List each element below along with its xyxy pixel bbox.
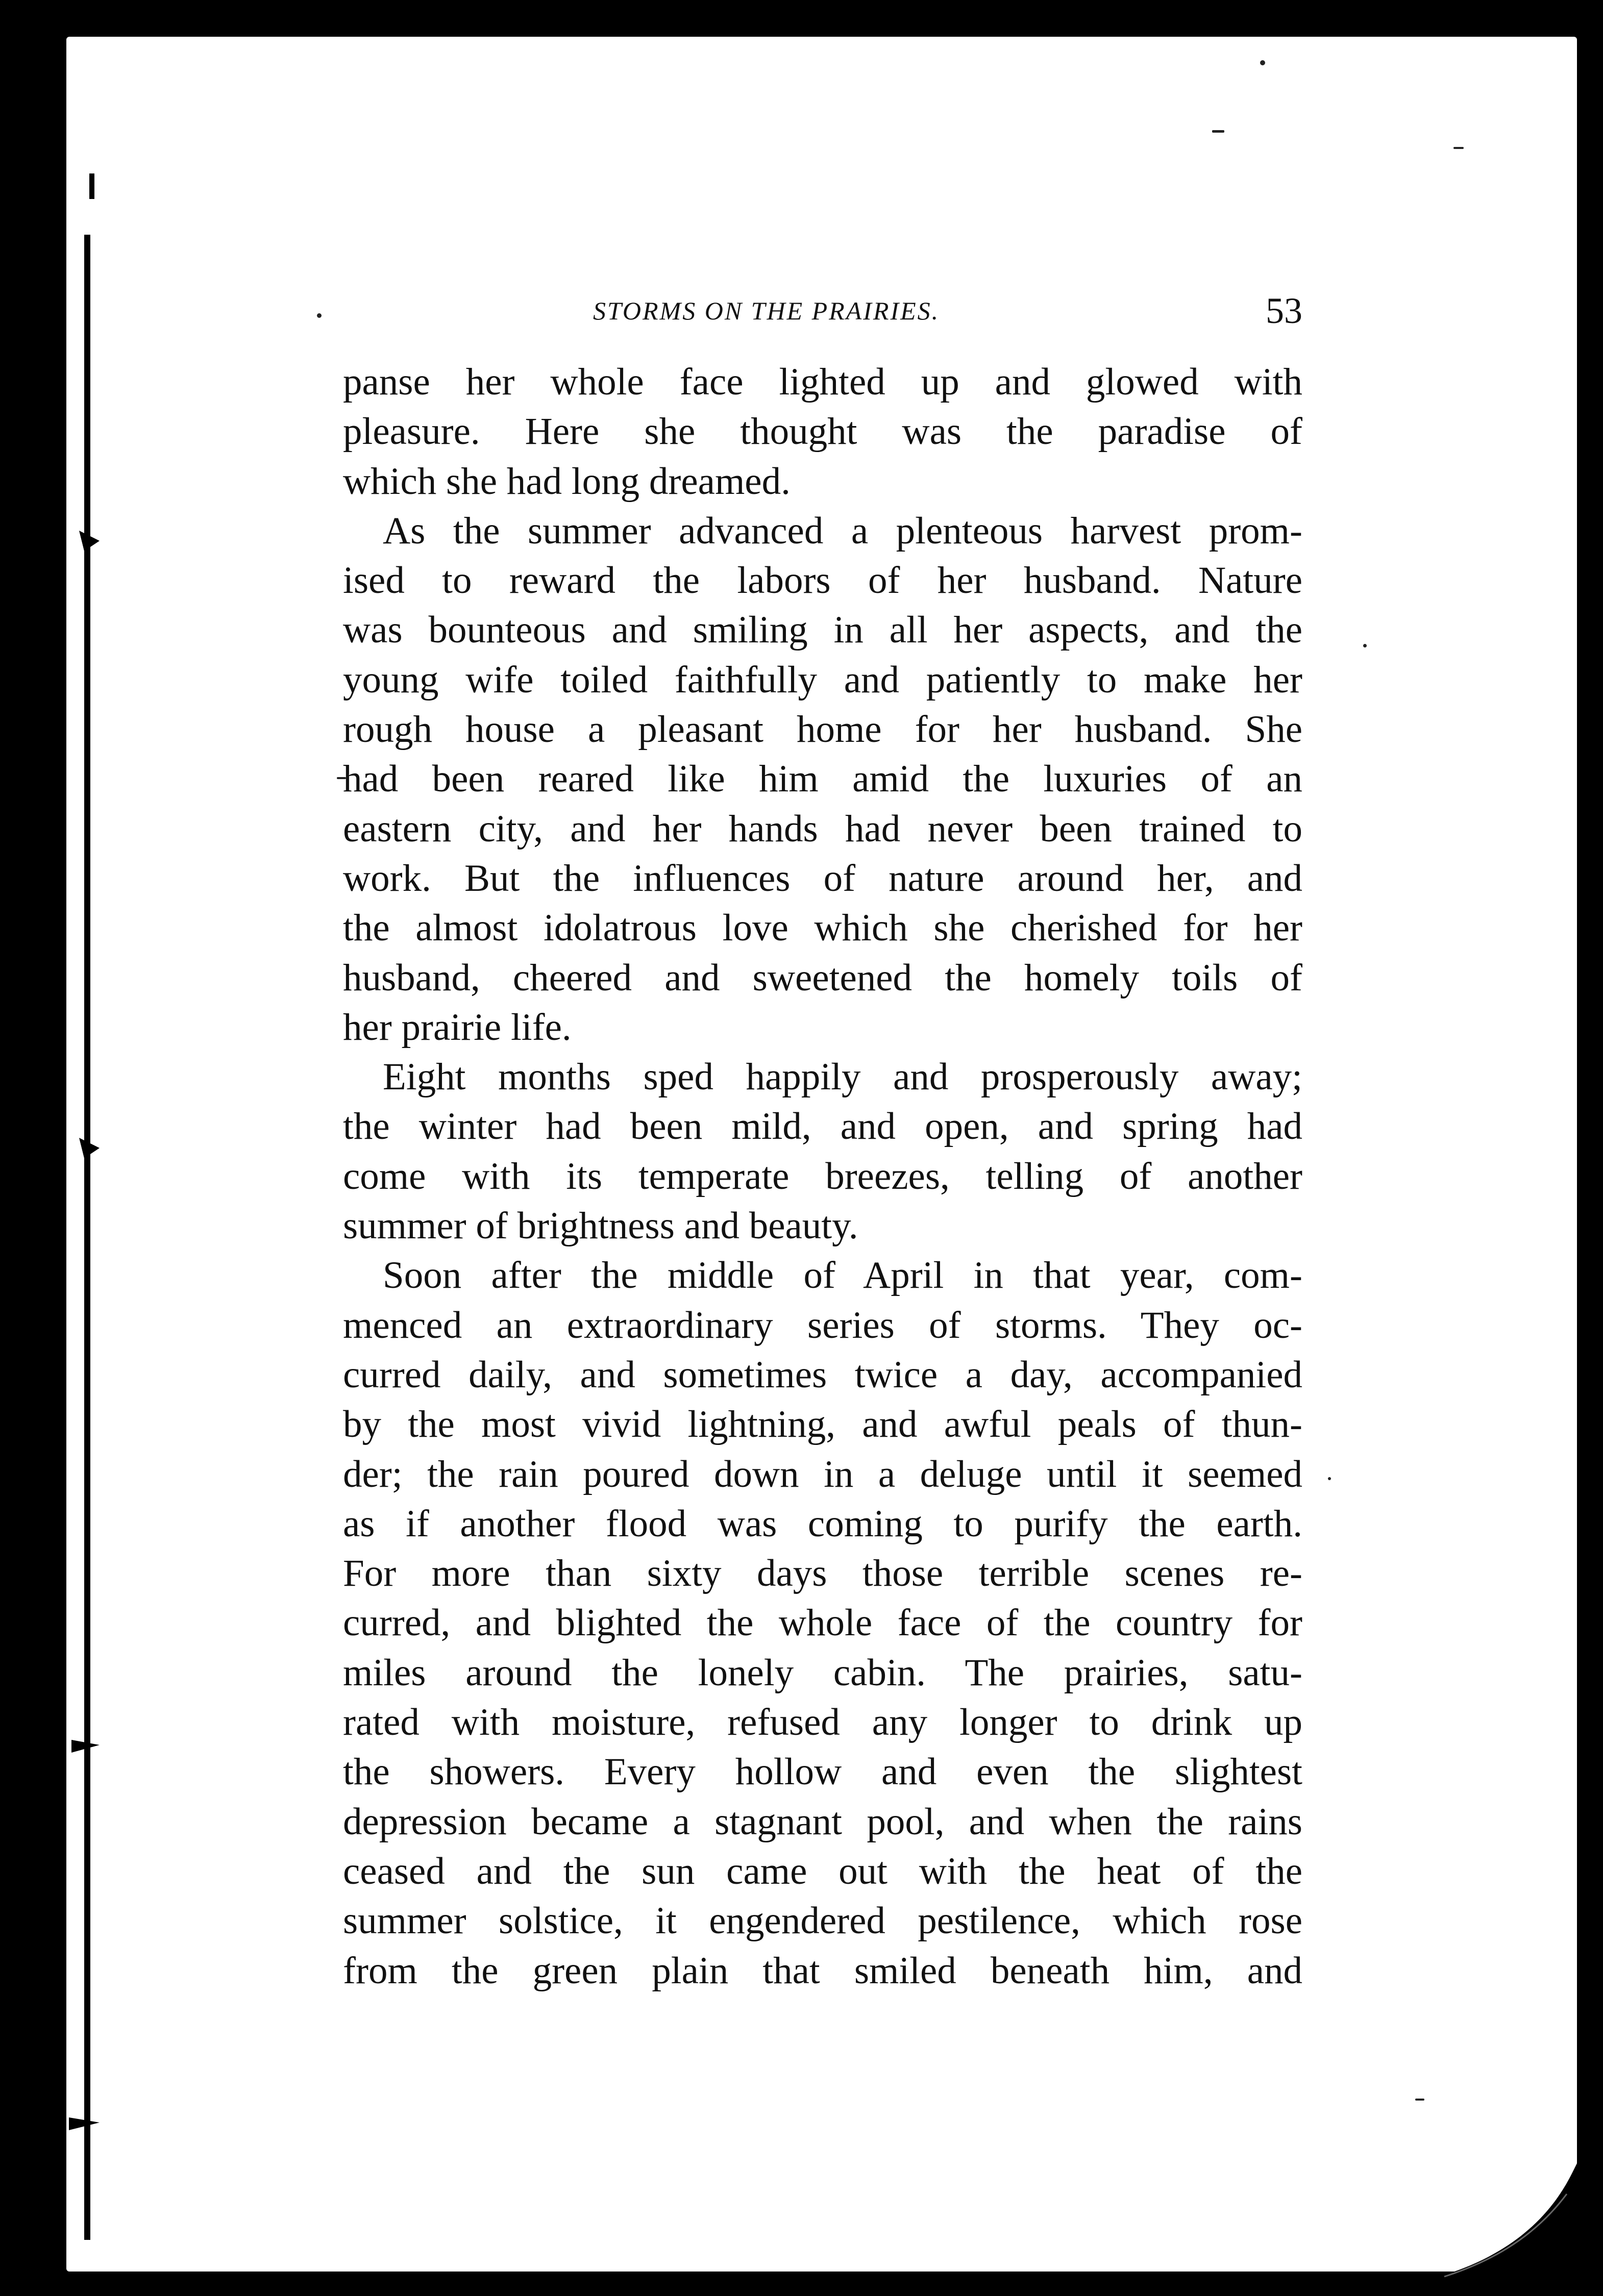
text-line: husband, cheered and sweetened the homely toils of — [343, 956, 1302, 999]
text-line: eastern city, and her hands had never been trained to — [343, 807, 1302, 850]
text-line: had been reared like him amid the luxuries of an — [343, 758, 1302, 801]
text-line: the showers. Every hollow and even the slightest — [343, 1751, 1302, 1793]
text-line: curred, and blighted the whole face of the country for — [343, 1602, 1302, 1644]
text-line: the almost idolatrous love which she cherished for her — [343, 907, 1302, 950]
text-line: her prairie life. — [343, 1006, 572, 1049]
text-line: depression became a stagnant pool, and when the rains — [343, 1800, 1302, 1843]
text-line: rough house a pleasant home for her husband. She — [343, 708, 1302, 751]
text-line: summer of brightness and beauty. — [343, 1205, 858, 1247]
ink-speck — [1328, 1477, 1331, 1480]
text-line: panse her whole face lighted up and glowed with — [343, 361, 1302, 403]
text-line: by the most vivid lightning, and awful peals of thun- — [343, 1403, 1302, 1446]
page-number: 53 — [1266, 290, 1302, 331]
text-line: from the green plain that smiled beneath him, and — [343, 1949, 1302, 1992]
text-line: Eight months sped happily and prosperously away; — [383, 1056, 1302, 1099]
text-line: Soon after the middle of April in that year, com- — [383, 1254, 1302, 1297]
text-line: rated with moisture, refused any longer to drink up — [343, 1701, 1302, 1744]
text-line: As the summer advanced a plenteous harvest prom- — [383, 509, 1302, 552]
text-line: as if another flood was coming to purify the earth. — [343, 1502, 1302, 1545]
ink-speck — [1415, 2099, 1424, 2101]
text-line: For more than sixty days those terrible scenes re- — [343, 1552, 1302, 1595]
text-line: summer solstice, it engendered pestilence, which rose — [343, 1900, 1302, 1942]
text-line: young wife toiled faithfully and patiently to make her — [343, 658, 1302, 701]
paragraph-4 — [343, 1251, 1302, 1995]
text-line: pleasure. Here she thought was the paradise of — [343, 410, 1302, 453]
text-line: curred daily, and sometimes twice a day, accompanied — [343, 1353, 1302, 1396]
text-line: come with its temperate breezes, telling of another — [343, 1155, 1302, 1197]
text-line: which she had long dreamed. — [343, 460, 791, 503]
text-line: was bounteous and smiling in all her aspects, and the — [343, 609, 1302, 652]
text-line: menced an extraordinary series of storms. They oc- — [343, 1304, 1302, 1346]
ink-speck — [1453, 147, 1464, 149]
text-line: the winter had been mild, and open, and spring had — [343, 1105, 1302, 1148]
paragraph-1 — [343, 357, 1302, 506]
text-line: ised to reward the labors of her husband. Nature — [343, 559, 1302, 602]
text-line: ceased and the sun came out with the heat of the — [343, 1850, 1302, 1892]
binding-edge — [69, 46, 100, 2240]
ink-speck — [1363, 644, 1367, 647]
ink-speck — [317, 313, 322, 318]
page-corner-curl — [1424, 2163, 1577, 2286]
text-line: work. But the influences of nature around her, and — [343, 857, 1302, 900]
text-line: miles around the lonely cabin. The prairies, satu- — [343, 1651, 1302, 1694]
body-text — [343, 357, 1302, 1995]
text-line: der; the rain poured down in a deluge until it seemed — [343, 1453, 1302, 1495]
running-head: STORMS ON THE PRAIRIES. — [593, 296, 940, 325]
paragraph-2 — [343, 506, 1302, 1052]
ink-speck — [1212, 130, 1224, 133]
page-header — [343, 286, 1302, 347]
ink-speck — [1260, 60, 1265, 65]
paragraph-3 — [343, 1052, 1302, 1251]
